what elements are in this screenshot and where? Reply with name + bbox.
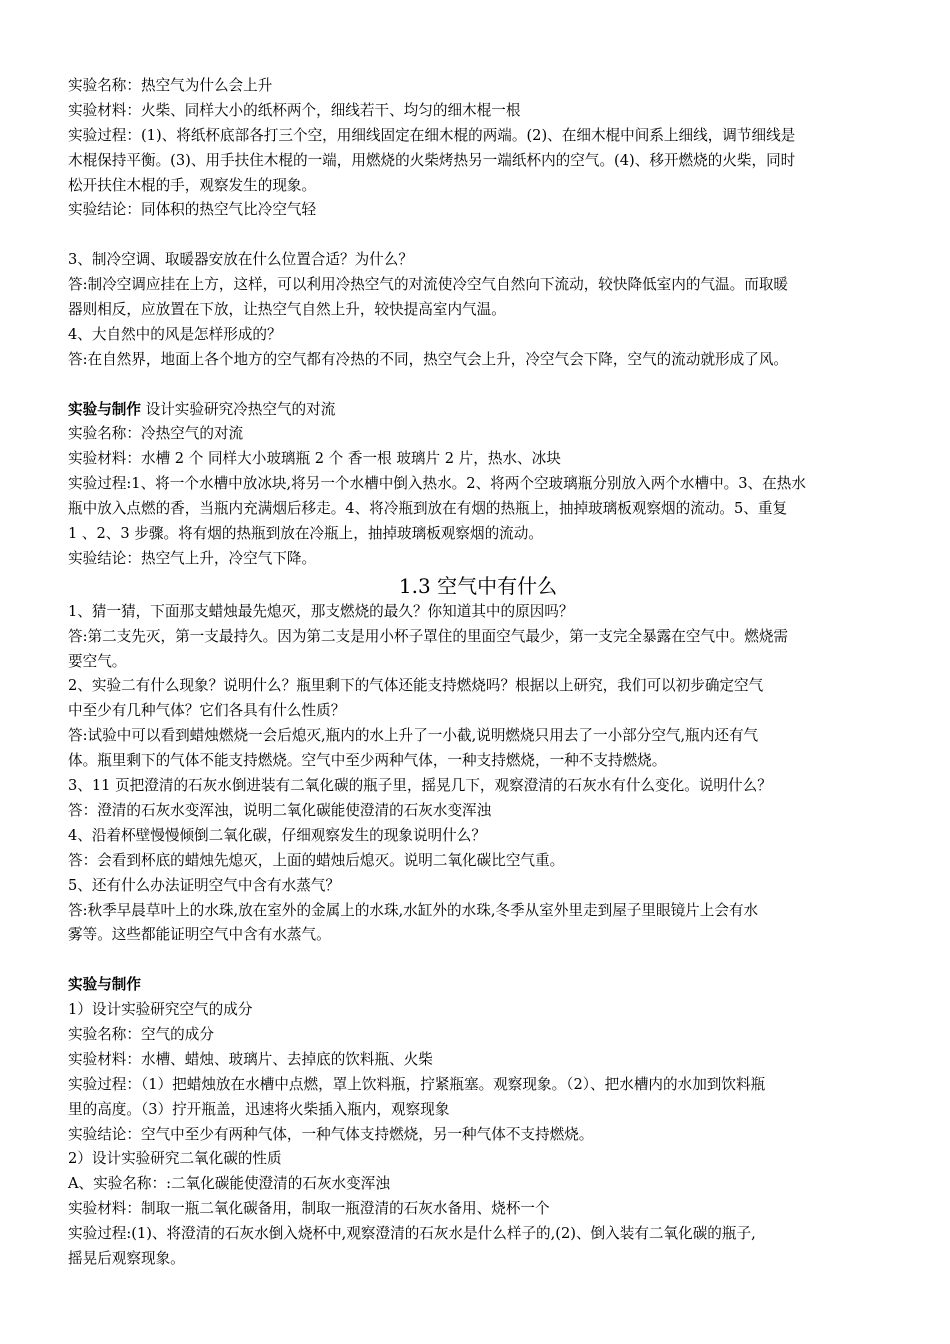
q3-answer-line: 器则相反，应放置在下放，让热空气自然上升，较快提高室内气温。 <box>68 301 506 319</box>
exp3-conclusion: 实验结论：空气中至少有两种气体，一种气体支持燃烧，另一种气体不支持燃烧。 <box>68 1125 594 1143</box>
s13-a1-line: 要空气。 <box>68 652 127 670</box>
s13-q2-line: 2、实验二有什么现象？说明什么？瓶里剩下的气体还能支持燃烧吗？根据以上研究，我们可以初步确定空气 <box>68 677 764 695</box>
q4-answer: 答:在自然界，地面上各个地方的空气都有冷热的不同，热空气会上升，冷空气会下降，空气的流动就形成了风。 <box>68 350 789 368</box>
exp3-materials: 实验材料：水槽、蜡烛、玻璃片、去掉底的饮料瓶、火柴 <box>68 1050 433 1068</box>
exp3-a-process-line: 摇晃后观察现象。 <box>68 1249 185 1267</box>
exp1-process-line: 松开扶住木棍的手，观察发生的现象。 <box>68 176 317 194</box>
exp1-conclusion: 实验结论：同体积的热空气比冷空气轻 <box>68 201 317 219</box>
q3-question: 3、制冷空调、取暖器安放在什么位置合适？为什么？ <box>68 251 413 269</box>
exp3-sub2: 2）设计实验研究二氧化碳的性质 <box>68 1150 282 1168</box>
s13-a5-line: 雾等。这些都能证明空气中含有水蒸气。 <box>68 926 331 944</box>
exp3-process-line: 里的高度。（3）拧开瓶盖，迅速将火柴插入瓶内，观察现象 <box>68 1100 450 1118</box>
exp2-process-line: 实验过程:1、将一个水槽中放冰块,将另一个水槽中倒入热水。2、将两个空玻璃瓶分别放入两个水槽中。3、在热水 <box>68 475 806 493</box>
exp1-process-line: 实验过程：(1)、将纸杯底部各打三个空，用细线固定在细木棍的两端。(2)、在细木棍中间系上细线，调节细线是 <box>68 126 796 144</box>
s13-a3: 答：澄清的石灰水变浑浊，说明二氧化碳能使澄清的石灰水变浑浊 <box>68 801 492 819</box>
exp3-sub1: 1）设计实验研究空气的成分 <box>68 1001 253 1019</box>
s13-q5: 5、还有什么办法证明空气中含有水蒸气？ <box>68 876 340 894</box>
spacer <box>68 948 888 973</box>
s13-q1: 1、猜一猜，下面那支蜡烛最先熄灭，那支燃烧的最久？你知道其中的原因吗？ <box>68 602 574 620</box>
exp2-process-line: 瓶中放入点燃的香，当瓶内充满烟后移走。4、将冷瓶到放在有烟的热瓶上，抽掉玻璃板观察烟的流动。5、重复 <box>68 500 788 518</box>
exp2-heading-bold: 实验与制作 <box>68 400 141 418</box>
section-title: 1.3 空气中有什么 <box>398 573 558 598</box>
spacer <box>68 223 888 248</box>
s13-q3: 3、11 页把澄清的石灰水倒进装有二氧化碳的瓶子里，摇晃几下，观察澄清的石灰水有什么变化。说明什么？ <box>68 777 772 795</box>
exp2-materials: 实验材料：水槽 2 个 同样大小玻璃瓶 2 个 香一根 玻璃片 2 片，热水、冰块 <box>68 450 561 468</box>
exp3-heading <box>68 973 888 998</box>
q4-question: 4、大自然中的风是怎样形成的？ <box>68 325 282 343</box>
exp2-heading-rest: 设计实验研究冷热空气的对流 <box>140 400 336 418</box>
exp1-name: 实验名称：热空气为什么会上升 <box>68 77 273 94</box>
q3-answer-line: 答:制冷空调应挂在上方，这样，可以利用冷热空气的对流使冷空气自然向下流动，较快降低室内的气温。而取暖 <box>68 276 789 294</box>
s13-a2-line: 答:试验中可以看到蜡烛燃烧一会后熄灭,瓶内的水上升了一小截,说明燃烧只用去了一小部分空气,瓶内还有气 <box>68 727 759 745</box>
exp2-process-line: 1 、2、3 步骤。将有烟的热瓶到放在冷瓶上，抽掉玻璃板观察烟的流动。 <box>68 525 543 543</box>
exp2-heading <box>68 398 888 423</box>
exp3-a-materials: 实验材料：制取一瓶二氧化碳备用，制取一瓶澄清的石灰水备用、烧杯一个 <box>68 1200 550 1218</box>
exp3-process-line: 实验过程：（1）把蜡烛放在水槽中点燃，罩上饮料瓶，拧紧瓶塞。观察现象。（2）、把水槽内的水加到饮料瓶 <box>68 1075 766 1093</box>
s13-q4: 4、沿着杯壁慢慢倾倒二氧化碳，仔细观察发生的现象说明什么？ <box>68 826 486 844</box>
exp3-name: 实验名称：空气的成分 <box>68 1025 214 1043</box>
s13-q2-line: 中至少有几种气体？它们各具有什么性质？ <box>68 702 346 720</box>
exp1-process-line: 木棍保持平衡。(3)、用手扶住木棍的一端，用燃烧的火柴烤热另一端纸杯内的空气。(4)、移开燃烧的火柴，同时 <box>68 151 796 169</box>
s13-a2-line: 体。瓶里剩下的气体不能支持燃烧。空气中至少两种气体，一种支持燃烧，一种不支持燃烧。 <box>68 752 667 770</box>
s13-a1-line: 答:第二支先灭，第一支最持久。因为第二支是用小杯子罩住的里面空气最少，第一支完全暴露在空气中。燃烧需 <box>68 627 789 645</box>
exp1-materials: 实验材料：火柴、同样大小的纸杯两个，细线若干、均匀的细木棍一根 <box>68 101 521 119</box>
document-page <box>68 74 888 1272</box>
exp2-name: 实验名称：冷热空气的对流 <box>68 425 244 443</box>
exp2-conclusion: 实验结论：热空气上升，冷空气下降。 <box>68 549 317 567</box>
exp3-a-process-line: 实验过程:(1)、将澄清的石灰水倒入烧杯中,观察澄清的石灰水是什么样子的,(2)、倒入装有二氧化碳的瓶子, <box>68 1225 756 1243</box>
exp3-heading-bold: 实验与制作 <box>68 976 141 994</box>
exp3-a-name: A、实验名称：:二氧化碳能使澄清的石灰水变浑浊 <box>68 1175 390 1193</box>
s13-a4: 答：会看到杯底的蜡烛先熄灭，上面的蜡烛后熄灭。说明二氧化碳比空气重。 <box>68 851 565 869</box>
spacer <box>68 373 888 398</box>
s13-a5-line: 答:秋季早晨草叶上的水珠,放在室外的金属上的水珠,水缸外的水珠,冬季从室外里走到屋子里眼镜片上会有水 <box>68 901 759 919</box>
